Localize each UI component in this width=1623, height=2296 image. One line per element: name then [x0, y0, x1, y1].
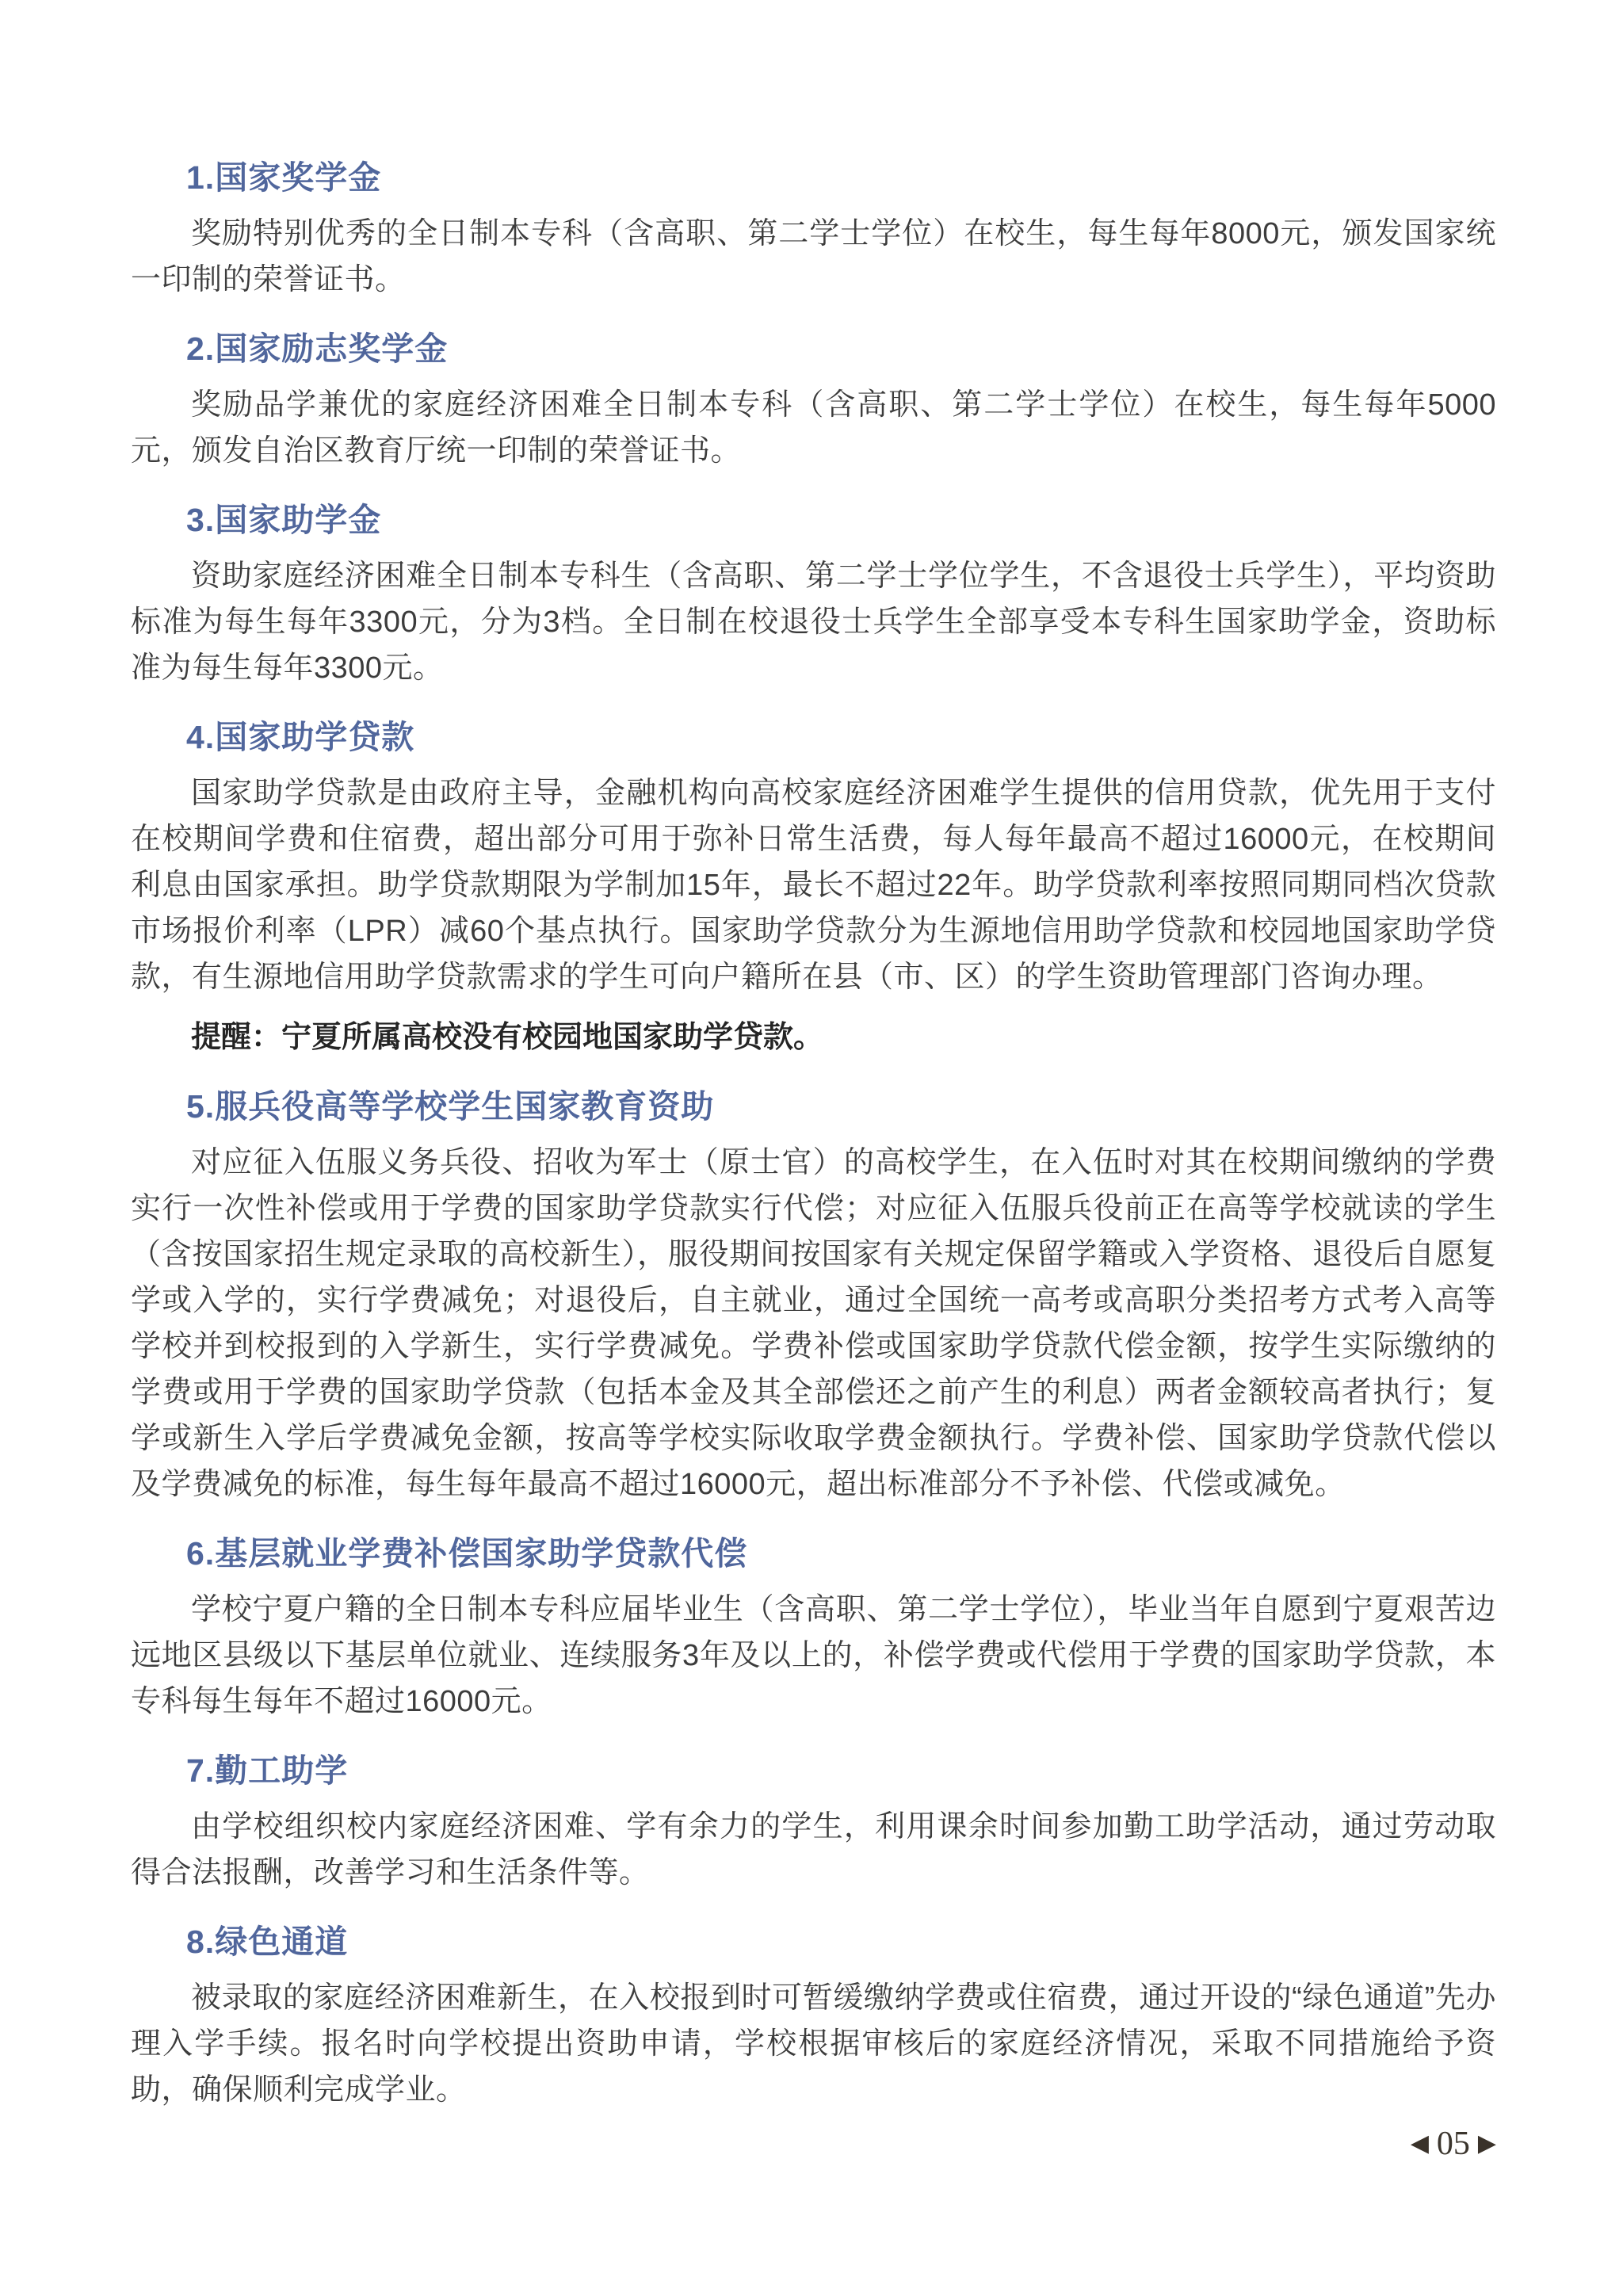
section-paragraph: 被录取的家庭经济困难新生，在入校报到时可暂缓缴纳学费或住宿费，通过开设的“绿色通道”先办理入学手续。报名时向学校提出资助申请，学校根据审核后的家庭经济情况，采取不同措施给予资助，确保顺利完成学业。 — [131, 1981, 1496, 2107]
page-footer — [1411, 2127, 1496, 2160]
page-content — [131, 159, 1496, 2113]
section-heading: 7.勤工助学 — [186, 1752, 349, 1789]
section-motivational-scholarship — [131, 330, 1496, 474]
section-heading: 3.国家助学金 — [186, 502, 382, 538]
section-paragraph: 资助家庭经济困难全日制本专科生（含高职、第二学士学位学生，不含退役士兵学生），平均资助标准为每生每年3300元，分为3档。全日制在校退役士兵学生全部享受本专科生国家助学金，资助标准为每生每年3300元。 — [131, 560, 1496, 685]
section-national-scholarship — [131, 159, 1496, 303]
page-number: 05 — [1436, 2126, 1470, 2162]
prev-page-icon: ◀ — [1410, 2130, 1429, 2157]
section-heading: 6.基层就业学费补偿国家助学贷款代偿 — [186, 1535, 748, 1572]
reminder-note: 提醒：宁夏所属高校没有校园地国家助学贷款。 — [191, 1021, 824, 1054]
section-grassroots-employment-repayment — [131, 1534, 1496, 1725]
section-paragraph: 对应征入伍服义务兵役、招收为军士（原士官）的高校学生，在入伍时对其在校期间缴纳的学费实行一次性补偿或用于学费的国家助学贷款实行代偿；对应征入伍服兵役前正在高等学校就读的学生（含按国家招生规定录取的高校新生），服役期间按国家有关规定保留学籍或入学资格、退役后自愿复学或入学的，实行学费减免；对退役后，自主就业，通过全国统一高考或高职分类招考方式考入高等学校并到校报到的入学新生，实行学费减免。学费补偿或国家助学贷款代偿金额，按学生实际缴纳的学费或用于学费的国家助学贷款（包括本金及其全部偿还之前产生的利息）两者金额较高者执行；复学或新生入学后学费减免金额，按高等学校实际收取学费金额执行。学费补偿、国家助学贷款代偿以及学费减免的标准，每生每年最高不超过16000元，超出标准部分不予补偿、代偿或减免。 — [131, 1146, 1496, 1501]
section-paragraph: 奖励品学兼优的家庭经济困难全日制本专科（含高职、第二学士学位）在校生，每生每年5000元，颁发自治区教育厅统一印制的荣誉证书。 — [131, 388, 1496, 468]
section-paragraph: 由学校组织校内家庭经济困难、学有余力的学生，利用课余时间参加勤工助学活动，通过劳动取得合法报酬，改善学习和生活条件等。 — [131, 1810, 1496, 1889]
section-heading: 8.绿色通道 — [186, 1924, 349, 1960]
section-paragraph: 学校宁夏户籍的全日制本专科应届毕业生（含高职、第二学士学位），毕业当年自愿到宁夏艰苦边远地区县级以下基层单位就业、连续服务3年及以上的，补偿学费或代偿用于学费的国家助学贷款，本专科每生每年不超过16000元。 — [131, 1593, 1496, 1718]
section-paragraph: 奖励特别优秀的全日制本专科（含高职、第二学士学位）在校生，每生每年8000元，颁发国家统一印制的荣誉证书。 — [131, 217, 1496, 296]
section-national-grant — [131, 501, 1496, 691]
next-page-icon: ▶ — [1477, 2130, 1496, 2157]
section-heading: 5.服兵役高等学校学生国家教育资助 — [186, 1088, 715, 1125]
section-heading: 2.国家励志奖学金 — [186, 330, 449, 367]
section-heading: 4.国家助学贷款 — [186, 719, 415, 755]
section-heading: 1.国家奖学金 — [186, 159, 382, 196]
section-national-student-loan — [131, 718, 1496, 1060]
section-military-service-aid — [131, 1087, 1496, 1507]
section-work-study — [131, 1752, 1496, 1896]
section-green-channel — [131, 1923, 1496, 2113]
section-paragraph: 国家助学贷款是由政府主导，金融机构向高校家庭经济困难学生提供的信用贷款，优先用于支付在校期间学费和住宿费，超出部分可用于弥补日常生活费，每人每年最高不超过16000元，在校期间利息由国家承担。助学贷款期限为学制加15年，最长不超过22年。助学贷款利率按照同期同档次贷款市场报价利率（LPR）减60个基点执行。国家助学贷款分为生源地信用助学贷款和校园地国家助学贷款，有生源地信用助学贷款需求的学生可向户籍所在县（市、区）的学生资助管理部门咨询办理。 — [131, 777, 1496, 994]
